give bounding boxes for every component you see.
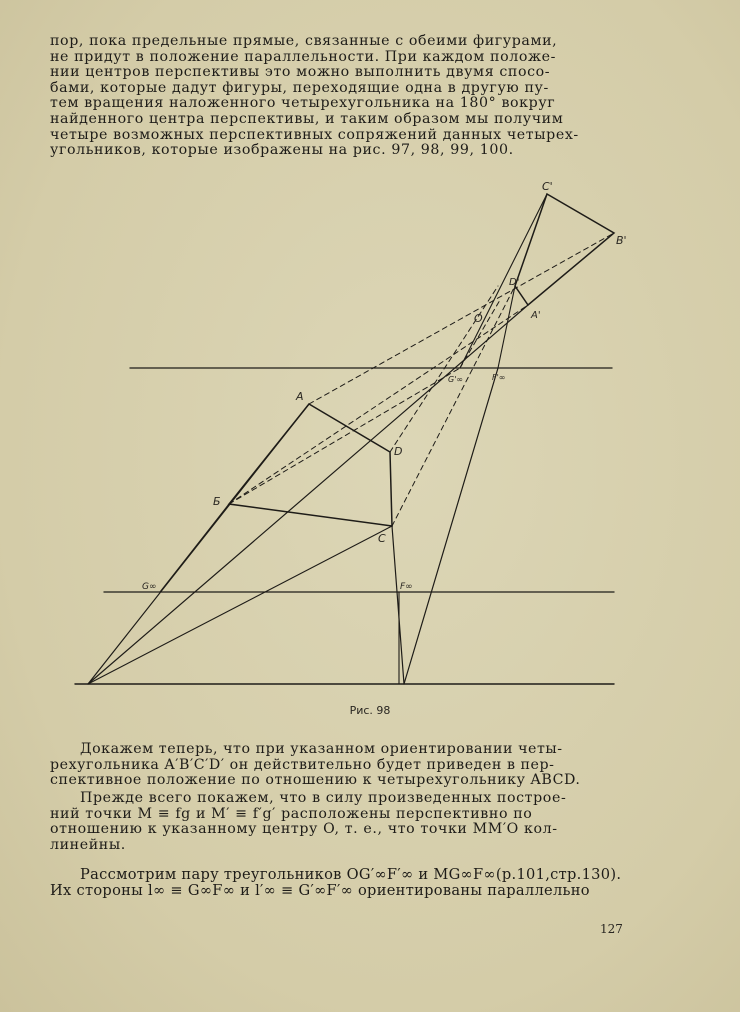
text-line: Докажем теперь, что при указанном ориентировании четы- — [80, 741, 563, 757]
text-line: линейны. — [50, 836, 126, 853]
label-a-prime: A' — [531, 310, 541, 321]
label-b-prime: B' — [616, 234, 627, 247]
label-d-prime: D' — [509, 277, 520, 288]
text-line: найденного центра перспективы, и таким образом мы получим — [50, 110, 564, 127]
text-line: нии центров перспективы это можно выполнить двумя спосо- — [50, 64, 551, 81]
label-g-inf: G∞ — [142, 582, 157, 592]
text-line: отношению к указанному центру O, т. е., что точки MM′O кол- — [50, 821, 558, 838]
label-g-prime-inf: G'∞ — [448, 375, 464, 384]
label-c: C — [378, 532, 386, 545]
paragraph-4 — [50, 867, 650, 898]
construction-line — [88, 305, 528, 684]
construction-line — [88, 404, 309, 684]
quadrilateral-prime — [515, 194, 614, 305]
construction-line — [88, 526, 392, 684]
paragraph-3 — [50, 791, 650, 853]
label-b: Б — [213, 495, 221, 508]
text-line: рехугольника A′B′C′D′ он действительно будет приведен в пер- — [50, 756, 555, 773]
label-a: A — [296, 390, 304, 403]
construction-line — [404, 368, 498, 684]
label-c-prime: C' — [542, 180, 553, 193]
text-line: не придут в положение параллельности. При каждом положе- — [50, 48, 557, 65]
text-line: угольников, которые изображены на рис. 97, 98, 99, 100. — [50, 142, 514, 159]
text-line: четыре возможных перспективных сопряжений данных четырех- — [50, 126, 579, 143]
label-f-inf: F∞ — [400, 582, 413, 592]
label-f-prime-inf: F'∞ — [492, 373, 506, 382]
text-line: пор, пока предельные прямые, связанные с обеими фигурами, — [50, 33, 558, 49]
construction-line — [498, 286, 515, 368]
figure-caption: Рис. 98 — [349, 704, 391, 717]
text-line: ний точки M ≡ fg и M′ ≡ f′g′ расположены перспективно по — [50, 805, 533, 822]
paragraph-2 — [50, 742, 650, 789]
text-line: Их стороны l∞ ≡ G∞F∞ и l′∞ ≡ G′∞F′∞ ориентированы параллельно — [50, 881, 590, 899]
page-number: 127 — [600, 922, 623, 936]
construction-line — [392, 526, 404, 684]
text-line: спективное положение по отношению к четырехугольнику ABCD. — [50, 772, 581, 789]
perspective-ray — [390, 286, 498, 452]
label-o: O — [474, 312, 483, 325]
text-line: Рассмотрим пару треугольников OG′∞F′∞ и MG∞F∞(р.101,стр.130). — [80, 866, 622, 883]
quadrilateral-abcd — [229, 404, 392, 526]
perspective-ray — [229, 305, 528, 504]
text-line: бами, которые дадут фигуры, переходящие одна в другую пу- — [50, 79, 549, 96]
perspective-ray — [229, 368, 460, 504]
construction-line — [160, 504, 229, 592]
text-line: Прежде всего покажем, что в силу произведенных построе- — [80, 790, 567, 806]
label-d: D — [394, 445, 403, 458]
text-line: тем вращения наложенного четырехугольника на 180° вокруг — [50, 95, 556, 112]
